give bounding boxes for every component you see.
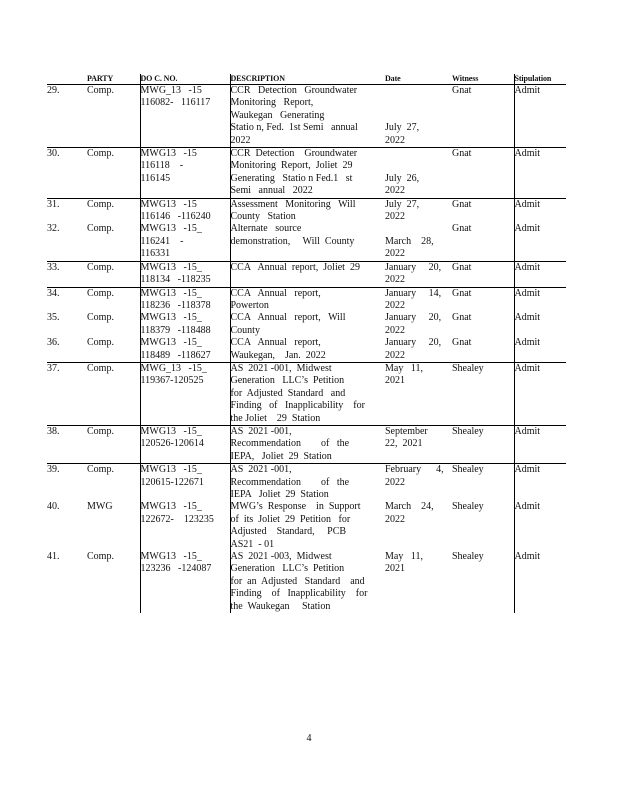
cell-date — [385, 337, 452, 362]
witness-text: Gnat — [452, 312, 472, 324]
exhibit-table — [47, 74, 566, 613]
description-text: CCR Detection Groundwater Monitoring Report, Joliet 29 Generating Statio n Fed.1 st Semi annual 2022 — [230, 148, 358, 197]
cell-date — [385, 261, 452, 287]
witness-text: Gnat — [452, 198, 472, 210]
witness-text: Gnat — [452, 223, 472, 235]
cell-description — [230, 501, 385, 551]
header-date: Date — [385, 74, 452, 85]
page-number: 4 — [306, 733, 312, 744]
cell-party — [87, 312, 140, 337]
cell-stipulation — [514, 362, 566, 425]
cell-party — [87, 148, 140, 199]
date-text: May 11, 2021 — [385, 362, 423, 387]
document-number-text: MWG13 -15_ 118134 -118235 — [140, 261, 211, 286]
party-text: Comp. — [87, 223, 114, 235]
table-row — [47, 337, 566, 362]
date-text: January 14, 2022 — [385, 287, 442, 311]
cell-stipulation — [514, 223, 566, 261]
document-number-text: MWG13 -15_ 120615-122671 — [140, 464, 204, 488]
cell-witness — [452, 287, 514, 312]
exhibit-number-text: 32. — [47, 223, 60, 235]
cell-description — [230, 287, 385, 312]
table-row — [47, 312, 566, 337]
cell-party — [87, 198, 140, 223]
cell-document-number — [140, 312, 230, 337]
witness-text: Shealey — [452, 425, 484, 437]
date-text: January 20, 2022 — [385, 312, 442, 336]
stipulation-text: Admit — [514, 501, 541, 513]
cell-document-number — [140, 198, 230, 223]
description-text: CCA Annual report, Powerton — [230, 287, 321, 311]
cell-witness — [452, 261, 514, 287]
party-text: Comp. — [87, 85, 114, 96]
cell-document-number — [140, 85, 230, 148]
cell-exhibit-number — [47, 287, 87, 312]
date-text: January 20, 2022 — [385, 337, 442, 361]
cell-stipulation — [514, 551, 566, 613]
cell-witness — [452, 312, 514, 337]
table-row — [47, 223, 566, 261]
description-text: Assessment Monitoring Will County Station — [230, 198, 356, 223]
cell-stipulation — [514, 287, 566, 312]
exhibit-number-text: 34. — [47, 287, 60, 299]
description-text: AS 2021 -003, Midwest Generation LLC’s Petition for an Adjusted Standard and Finding of Inapplicability for the Waukegan Station — [230, 551, 368, 612]
witness-text: Shealey — [452, 464, 484, 476]
cell-exhibit-number — [47, 501, 87, 551]
cell-witness — [452, 501, 514, 551]
cell-date — [385, 198, 452, 223]
cell-party — [87, 501, 140, 551]
stipulation-text: Admit — [514, 425, 541, 437]
cell-witness — [452, 464, 514, 502]
header-party: PARTY — [87, 74, 140, 85]
document-number-text: MWG13 -15_ 118236 -118378 — [140, 287, 211, 311]
cell-witness — [452, 425, 514, 463]
stipulation-text: Admit — [514, 148, 541, 160]
stipulation-text: Admit — [514, 312, 541, 324]
stipulation-text: Admit — [514, 362, 541, 374]
cell-party — [87, 464, 140, 502]
header-num — [47, 74, 87, 85]
cell-witness — [452, 198, 514, 223]
document-number-text: MWG_13 -15_ 119367-120525 — [140, 362, 207, 387]
cell-description — [230, 198, 385, 223]
exhibit-number-text: 33. — [47, 261, 60, 273]
exhibit-number-text: 30. — [47, 148, 60, 160]
table-row — [47, 551, 566, 613]
stipulation-text: Admit — [514, 551, 541, 563]
cell-party — [87, 337, 140, 362]
cell-exhibit-number — [47, 362, 87, 425]
document-number-text: MWG13 -15_ 118489 -118627 — [140, 337, 211, 361]
cell-stipulation — [514, 261, 566, 287]
table-row — [47, 148, 566, 199]
description-text: CCA Annual report, Joliet 29 — [230, 261, 360, 273]
cell-stipulation — [514, 198, 566, 223]
description-text: Alternate source demonstration, Will County — [230, 223, 355, 247]
cell-document-number — [140, 425, 230, 463]
table-row — [47, 261, 566, 287]
description-text: AS 2021 -001, Recommendation of the IEPA, Joliet 29 Station — [230, 425, 350, 462]
date-text: September 22, 2021 — [385, 425, 428, 450]
document-number-text: MWG13 -15_ 118379 -118488 — [140, 312, 211, 336]
party-text: Comp. — [87, 198, 114, 210]
date-text: February 4, 2022 — [385, 464, 444, 488]
cell-exhibit-number — [47, 551, 87, 613]
witness-text: Gnat — [452, 261, 472, 273]
cell-description — [230, 551, 385, 613]
description-text: AS 2021 -001, Midwest Generation LLC’s Petition for Adjusted Standard and Finding of Inapplicability for the Joliet 29 Station — [230, 362, 365, 424]
witness-text: Shealey — [452, 551, 484, 563]
date-text: March 28, 2022 — [385, 235, 434, 260]
cell-stipulation — [514, 464, 566, 502]
cell-stipulation — [514, 312, 566, 337]
cell-document-number — [140, 362, 230, 425]
table-row — [47, 198, 566, 223]
party-text: MWG — [87, 501, 113, 513]
party-text: Comp. — [87, 425, 114, 437]
date-text: March 24, 2022 — [385, 501, 434, 525]
document-number-text: MWG13 -15_ 122672- 123235 — [140, 501, 214, 525]
description-text: CCA Annual report, Will County — [230, 312, 346, 336]
cell-date — [385, 362, 452, 425]
date-text: July 27, 2022 — [385, 198, 420, 223]
header-doc-no: DO C. NO. — [140, 74, 230, 85]
witness-text: Shealey — [452, 362, 484, 374]
cell-witness — [452, 85, 514, 148]
cell-date — [385, 501, 452, 551]
cell-party — [87, 551, 140, 613]
stipulation-text: Admit — [514, 337, 541, 349]
description-text: AS 2021 -001, Recommendation of the IEPA Joliet 29 Station — [230, 464, 350, 500]
cell-description — [230, 261, 385, 287]
cell-date — [385, 551, 452, 613]
witness-text: Gnat — [452, 337, 472, 349]
cell-exhibit-number — [47, 261, 87, 287]
cell-document-number — [140, 551, 230, 613]
cell-stipulation — [514, 148, 566, 199]
cell-description — [230, 337, 385, 362]
party-text: Comp. — [87, 287, 114, 299]
header-witness: Witness — [452, 74, 514, 85]
witness-text: Gnat — [452, 85, 472, 96]
stipulation-text: Admit — [514, 223, 541, 235]
table-row — [47, 425, 566, 463]
table-row — [47, 85, 566, 148]
stipulation-text: Admit — [514, 85, 541, 96]
cell-party — [87, 362, 140, 425]
exhibit-number-text: 35. — [47, 312, 60, 324]
cell-witness — [452, 551, 514, 613]
cell-exhibit-number — [47, 312, 87, 337]
cell-document-number — [140, 464, 230, 502]
exhibit-number-text: 40. — [47, 501, 60, 513]
exhibit-number-text: 31. — [47, 198, 60, 210]
cell-description — [230, 362, 385, 425]
document-number-text: MWG13 -15_ 123236 -124087 — [140, 551, 212, 575]
exhibit-number-text: 41. — [47, 551, 60, 563]
party-text: Comp. — [87, 464, 114, 476]
cell-exhibit-number — [47, 464, 87, 502]
cell-stipulation — [514, 425, 566, 463]
table-row — [47, 287, 566, 312]
stipulation-text: Admit — [514, 261, 541, 273]
exhibit-number-text: 39. — [47, 464, 60, 476]
party-text: Comp. — [87, 337, 114, 349]
cell-date — [385, 85, 452, 148]
cell-party — [87, 223, 140, 261]
party-text: Comp. — [87, 362, 114, 374]
date-text: January 20, 2022 — [385, 261, 442, 286]
cell-witness — [452, 362, 514, 425]
cell-document-number — [140, 287, 230, 312]
table-row — [47, 362, 566, 425]
date-text: July 27, 2022 — [385, 122, 420, 146]
header-description: DESCRIPTION — [230, 74, 385, 85]
witness-text: Gnat — [452, 287, 472, 299]
cell-description — [230, 464, 385, 502]
cell-exhibit-number — [47, 223, 87, 261]
description-text: CCR Detection Groundwater Monitoring Report, Waukegan Generating Statio n, Fed. 1st Semi annual 2022 — [230, 85, 358, 146]
stipulation-text: Admit — [514, 287, 541, 299]
cell-date — [385, 312, 452, 337]
cell-exhibit-number — [47, 337, 87, 362]
table-row — [47, 464, 566, 502]
cell-party — [87, 425, 140, 463]
cell-description — [230, 312, 385, 337]
document-number-text: MWG13 -15 116146 -116240 — [140, 198, 211, 223]
exhibit-number-text: 38. — [47, 425, 60, 437]
party-text: Comp. — [87, 312, 114, 324]
date-text: May 11, 2021 — [385, 551, 423, 575]
cell-document-number — [140, 148, 230, 199]
table-header-row — [47, 74, 566, 85]
cell-witness — [452, 223, 514, 261]
cell-witness — [452, 148, 514, 199]
witness-text: Gnat — [452, 148, 472, 160]
cell-description — [230, 223, 385, 261]
cell-document-number — [140, 337, 230, 362]
stipulation-text: Admit — [514, 198, 541, 210]
party-text: Comp. — [87, 261, 114, 273]
cell-date — [385, 148, 452, 199]
document-number-text: MWG13 -15 116118 - 116145 — [140, 148, 197, 184]
table-row — [47, 501, 566, 551]
cell-stipulation — [514, 501, 566, 551]
header-stipulation: Stipulation — [514, 74, 566, 85]
exhibit-number-text: 37. — [47, 362, 60, 374]
cell-document-number — [140, 501, 230, 551]
cell-stipulation — [514, 85, 566, 148]
date-text: July 26, 2022 — [385, 172, 420, 197]
cell-description — [230, 85, 385, 148]
cell-date — [385, 425, 452, 463]
cell-party — [87, 261, 140, 287]
cell-document-number — [140, 261, 230, 287]
cell-stipulation — [514, 337, 566, 362]
exhibit-number-text: 29. — [47, 85, 60, 96]
cell-exhibit-number — [47, 148, 87, 199]
cell-exhibit-number — [47, 425, 87, 463]
stipulation-text: Admit — [514, 464, 541, 476]
document-number-text: MWG_13 -15 116082- 116117 — [140, 85, 211, 109]
description-text: MWG’s Response in Support of its Joliet 29 Petition for Adjusted Standard, PCB AS21 - 01 — [230, 501, 361, 550]
description-text: CCA Annual report, Waukegan, Jan. 2022 — [230, 337, 326, 361]
cell-date — [385, 287, 452, 312]
party-text: Comp. — [87, 551, 114, 563]
cell-party — [87, 85, 140, 148]
cell-exhibit-number — [47, 85, 87, 148]
witness-text: Shealey — [452, 501, 484, 513]
cell-date — [385, 223, 452, 261]
document-number-text: MWG13 -15_ 120526-120614 — [140, 425, 204, 450]
cell-party — [87, 287, 140, 312]
cell-date — [385, 464, 452, 502]
cell-document-number — [140, 223, 230, 261]
cell-description — [230, 148, 385, 199]
cell-witness — [452, 337, 514, 362]
cell-description — [230, 425, 385, 463]
exhibit-number-text: 36. — [47, 337, 60, 349]
document-number-text: MWG13 -15_ 116241 - 116331 — [140, 223, 202, 260]
cell-exhibit-number — [47, 198, 87, 223]
party-text: Comp. — [87, 148, 114, 160]
